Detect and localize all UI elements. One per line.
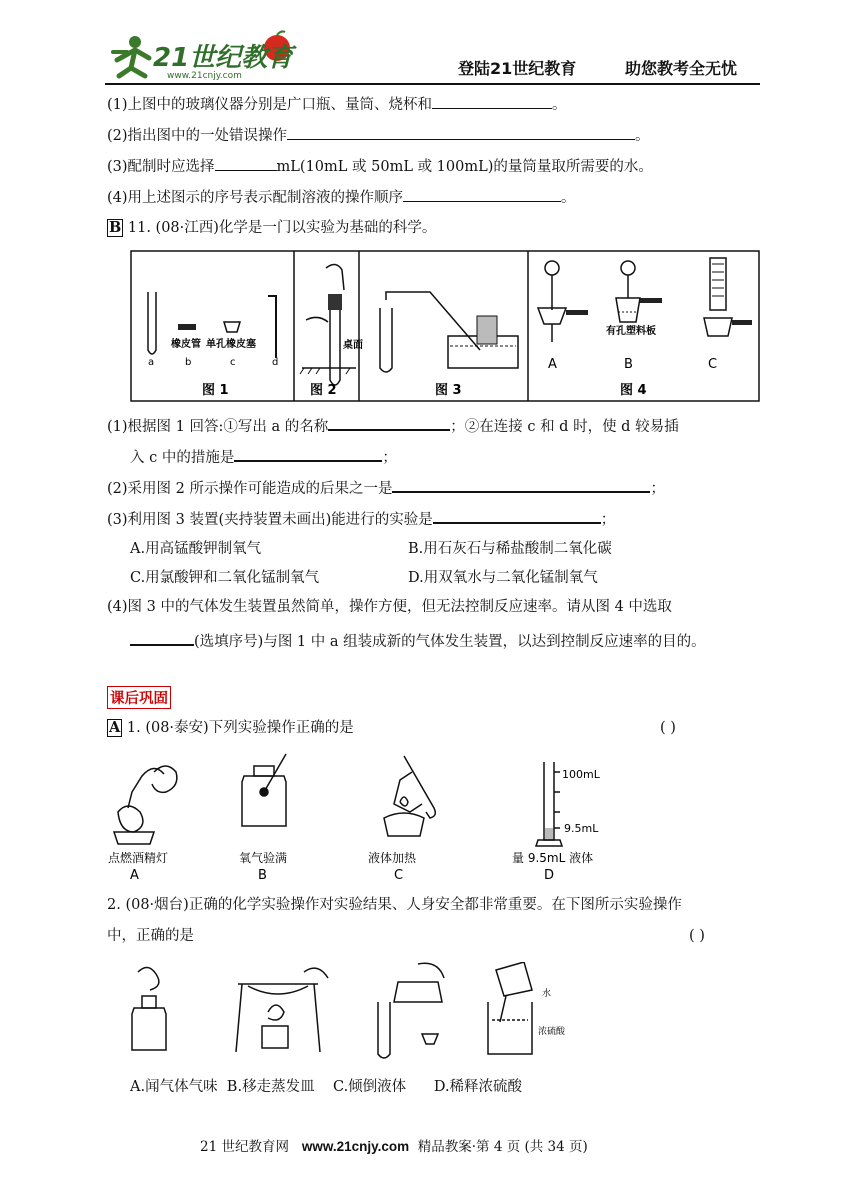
fig2-apparatus xyxy=(300,264,356,385)
p2-figure xyxy=(128,962,608,1062)
q11-option-a: A.用高锰酸钾制氧气 xyxy=(130,541,262,557)
p1-caption-c: 液体加热 xyxy=(368,851,417,865)
p1-question: A 1. (08·泰安)下列实验操作正确的是 xyxy=(109,719,354,736)
p2-acid-label: 浓硫酸 xyxy=(538,1027,566,1037)
p1-tag: A xyxy=(109,719,121,736)
q11-sub1-cont: 入 c 中的措施是 ； xyxy=(130,446,397,468)
p2-figB-drawing xyxy=(236,968,328,1052)
fig1-label-d: d xyxy=(272,357,279,368)
fig3-caption: 图 3 xyxy=(435,383,462,398)
p2-captions: A.闻气体气味 B.移走蒸发皿 C.倾倒液体 D.稀释浓硫酸 xyxy=(130,1079,523,1095)
fig1-caption: 图 1 xyxy=(202,383,229,398)
p2-question-cont: 中，正确的是 xyxy=(107,928,194,944)
header-logo xyxy=(105,30,305,82)
q11-figure xyxy=(130,250,760,402)
p1-answer-paren: ( ) xyxy=(660,720,676,736)
p1-caption-d: 量 9.5mL 液体 xyxy=(512,851,594,865)
svg-text:www.21cnjy.com: www.21cnjy.com xyxy=(167,71,242,81)
p2-figA-drawing xyxy=(132,967,166,1050)
p2-figC-drawing xyxy=(378,963,444,1058)
q11-tag: B xyxy=(109,219,122,236)
p1-letter-b: B xyxy=(258,868,267,882)
p1-caption-b: 氧气验满 xyxy=(239,851,288,865)
p1-letter-d: D xyxy=(544,868,555,882)
fig4-label-B: B xyxy=(624,357,633,372)
fig1-label-a: a xyxy=(148,357,155,368)
section-title: 课后巩固 xyxy=(107,686,171,709)
q11-sub1: (1)根据图 1 回答:①写出 a 的名称 ；②在连接 c 和 d 时，使 d 较易插 xyxy=(107,415,679,437)
prev-q2: (2)指出图中的一处错误操作 。 xyxy=(107,125,650,146)
q11-sub4: (4)图 3 中的气体发生装置虽然简单，操作方便，但无法控制反应速率。请从图 4 中选取 xyxy=(107,599,672,615)
p1-figD-drawing xyxy=(536,762,562,846)
fig2-caption: 图 2 xyxy=(310,383,337,398)
p1-letter-c: C xyxy=(394,868,404,882)
q11-option-b: B.用石灰石与稀盐酸制二氧化碳 xyxy=(408,541,612,557)
p1-cyl-top-label: 100mL xyxy=(562,768,600,781)
fig1-stopper-label: 单孔橡皮塞 xyxy=(206,339,256,350)
q11-title: B 11. (08·江西)化学是一门以实验为基础的科学。 xyxy=(109,219,437,236)
fig4-plate-label: 有孔塑料板 xyxy=(606,326,656,337)
p2-answer-paren: ( ) xyxy=(689,928,705,944)
footer: 21 世纪教育网 www.21cnjy.com 精品教案·第 4 页 (共 34 页) xyxy=(200,1139,588,1155)
fig4-label-A: A xyxy=(548,357,557,372)
fig1-label-b: b xyxy=(185,357,192,368)
fig4-caption: 图 4 xyxy=(620,383,647,398)
p1-cyl-mark-label: 9.5mL xyxy=(564,822,599,835)
footer-url[interactable]: www.21cnjy.com xyxy=(301,1139,410,1154)
p1-figC-drawing xyxy=(384,756,435,836)
header-rule xyxy=(105,83,760,85)
fig1-label-c: c xyxy=(230,357,236,368)
p1-figA-drawing xyxy=(114,766,177,844)
p2-water-label: 水 xyxy=(542,989,552,999)
header-slogan-right: 助您教考全无忧 xyxy=(625,59,738,78)
p1-figure xyxy=(104,752,664,882)
prev-q3: (3)配制时应选择 mL(10mL 或 50mL 或 100mL)的量筒量取所需要的水。 xyxy=(107,156,653,177)
logo-text: 21世纪教育 xyxy=(153,43,294,73)
prev-q1: (1)上图中的玻璃仪器分别是广口瓶、量筒、烧杯和 。 xyxy=(107,94,567,115)
q11-sub3: (3)利用图 3 装置(夹持装置未画出)能进行的实验是 ； xyxy=(107,508,615,530)
fig4-label-C: C xyxy=(708,357,718,372)
fig1-rubber-tube-label: 橡皮管 xyxy=(171,339,201,350)
q11-option-c: C.用氯酸钾和二氧化锰制氧气 xyxy=(130,570,320,586)
q11-option-d: D.用双氧水与二氧化锰制氧气 xyxy=(408,570,598,586)
fig2-table-label: 桌面 xyxy=(343,340,363,351)
header-slogan-left: 登陆21世纪教育 xyxy=(458,59,577,78)
p1-figB-drawing xyxy=(242,754,286,826)
p1-letter-a: A xyxy=(130,868,139,882)
p1-caption-a: 点燃酒精灯 xyxy=(108,851,169,865)
p2-question: 2. (08·烟台)正确的化学实验操作对实验结果、人身安全都非常重要。在下图所示实验操作 xyxy=(107,897,682,913)
q11-sub4-cont: (选填序号)与图 1 中 a 组装成新的气体发生装置，以达到控制反应速率的目的。 xyxy=(130,630,706,652)
q11-sub2: (2)采用图 2 所示操作可能造成的后果之一是 ； xyxy=(107,477,665,499)
p2-figD-drawing xyxy=(488,962,532,1054)
fig3-apparatus xyxy=(380,292,518,372)
prev-q4: (4)用上述图示的序号表示配制溶液的操作顺序 。 xyxy=(107,187,576,208)
